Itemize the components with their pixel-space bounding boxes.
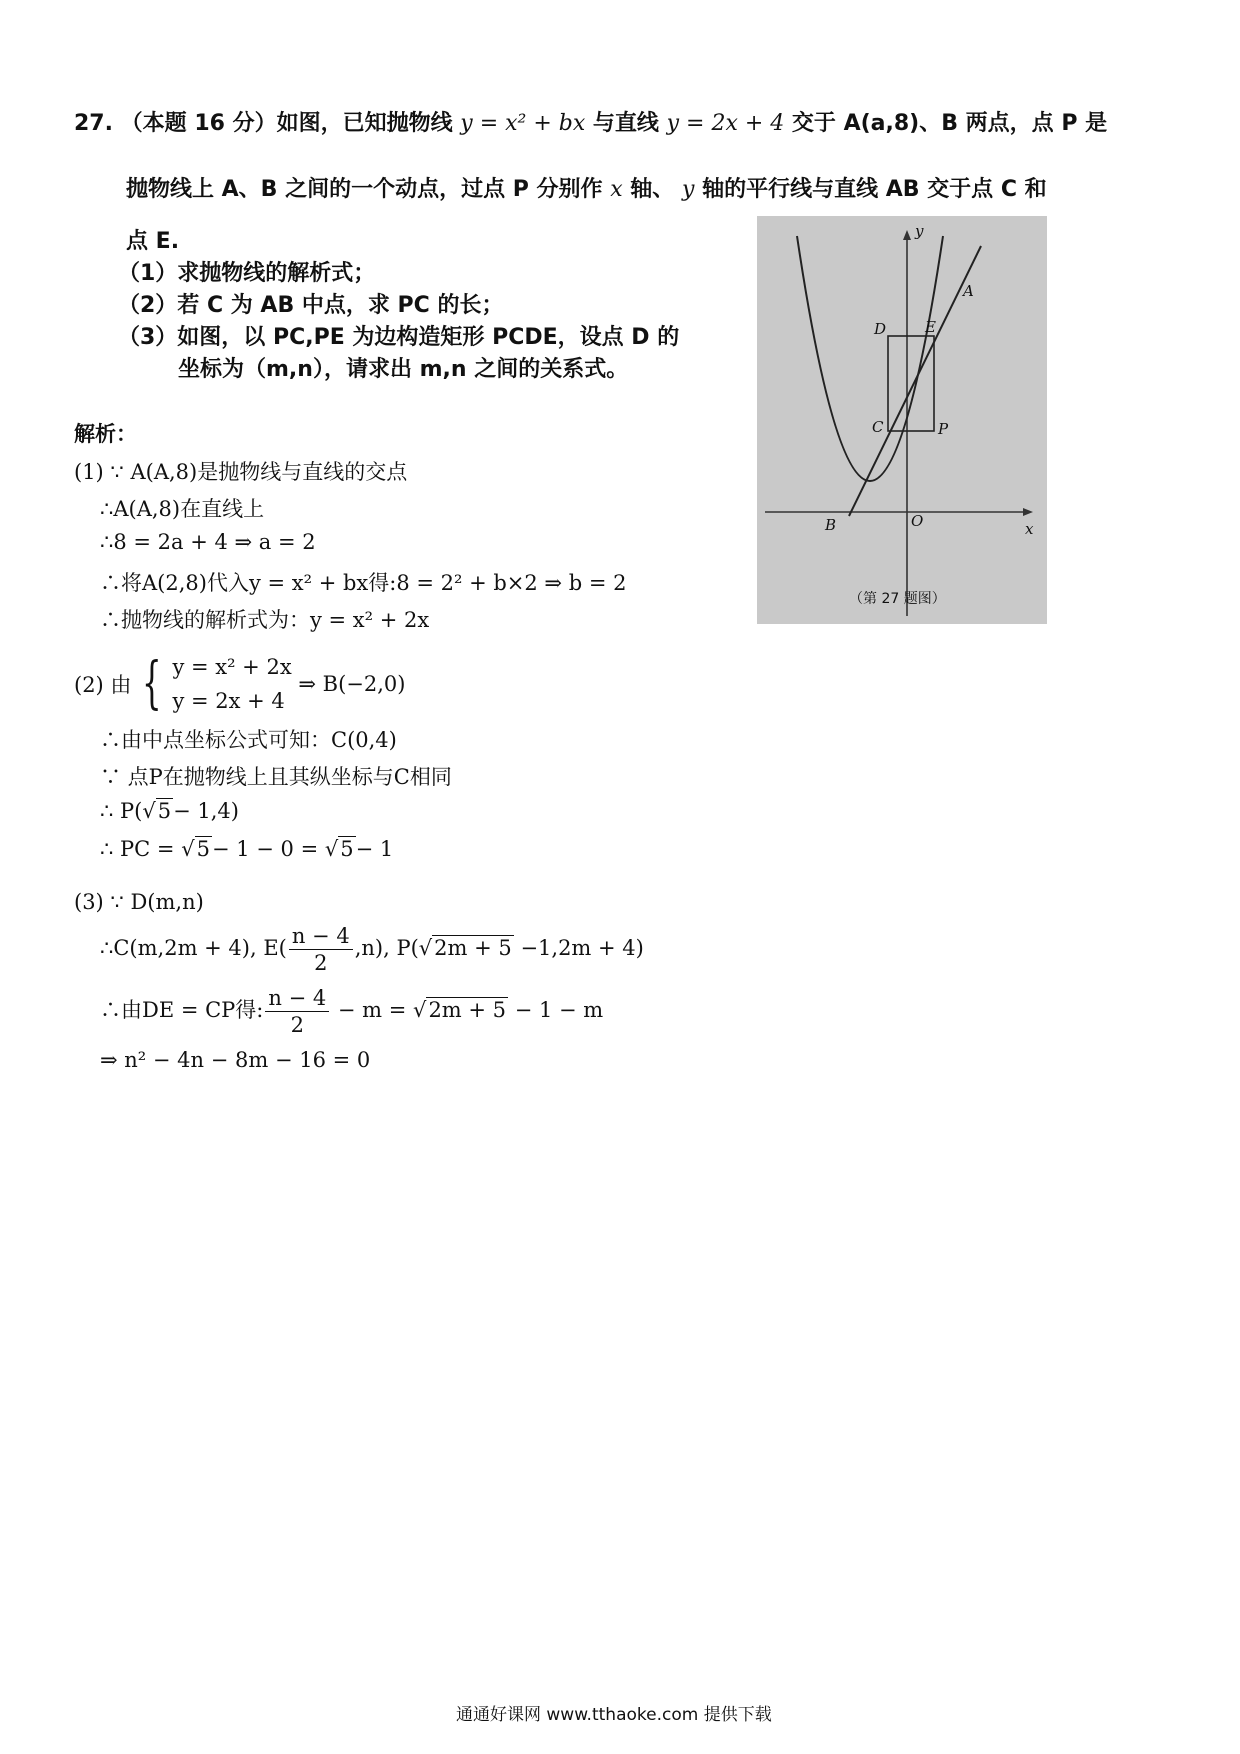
x-variable: x (610, 177, 623, 202)
problem-text: 轴、 (622, 177, 682, 202)
label-C: C (872, 418, 884, 436)
solution-1-line-3: ∴8 = 2a + 4 ⇒ a = 2 (100, 530, 316, 554)
solution-1-line-4: ∴将A(2,8)代入y = x² + bx得:8 = 2² + b×2 ⇒ b = 2 (100, 571, 627, 595)
formula-text: − 1 (355, 837, 394, 861)
label-P: P (938, 420, 949, 438)
sqrt-sign: √ (418, 936, 433, 960)
problem-line-1 (74, 106, 1107, 137)
fraction-numerator: n − 4 (265, 985, 329, 1012)
solution-2-line-5 (100, 837, 393, 861)
sqrt-radicand: 2m + 5 (428, 998, 507, 1022)
solution-3-line-1: (3) ∵ D(m,n) (74, 890, 204, 914)
parabola-equation: y = x² + bx (460, 111, 586, 136)
formula-text: − 1,4) (173, 799, 239, 823)
equation-system (172, 650, 291, 718)
problem-text: 抛物线上 A、B 之间的一个动点，过点 P 分别作 (126, 177, 611, 202)
sqrt-sign: √ (142, 799, 156, 823)
question-3-line-1: （3）如图，以 PC,PE 为边构造矩形 PCDE，设点 D 的 (118, 325, 680, 350)
sqrt-radicand: 5 (157, 799, 172, 823)
formula-text: − m = (331, 998, 414, 1022)
formula-text: − 1 − m (508, 998, 604, 1022)
label-O: O (911, 512, 924, 530)
page-footer: 通通好课网 www.tthaoke.com 提供下载 (456, 1705, 772, 1725)
sqrt-radicand: 2m + 5 (434, 936, 512, 960)
solution-2-line-2: ∴由中点坐标公式可知：C(0,4) (100, 728, 397, 752)
line-equation: y = 2x + 4 (666, 111, 785, 136)
question-2: （2）若 C 为 AB 中点，求 PC 的长； (118, 293, 504, 318)
solution-2-system (74, 650, 405, 718)
system-equation-2: y = 2x + 4 (172, 689, 285, 713)
fraction (289, 923, 353, 976)
solution-2-line-4 (100, 799, 239, 823)
fraction (265, 985, 329, 1038)
solution-1-line-1: (1) ∵ A(A,8)是抛物线与直线的交点 (74, 460, 408, 484)
fraction-denominator: 2 (290, 1013, 304, 1037)
fraction-denominator: 2 (314, 951, 328, 975)
system-prefix: (2) 由 (74, 673, 132, 697)
problem-figure (757, 216, 1047, 624)
solution-3-line-2 (100, 922, 644, 976)
solution-heading: 解析： (74, 422, 137, 446)
problem-text: 如图，已知抛物线 (276, 111, 461, 136)
formula-text: −1,2m + 4) (513, 936, 644, 960)
label-D: D (874, 320, 887, 338)
system-equation-1: y = x² + 2x (172, 655, 292, 679)
solution-3-line-4: ⇒ n² − 4n − 8m − 16 = 0 (100, 1048, 371, 1072)
question-3-line-2: 坐标为（m,n），请求出 m,n 之间的关系式。 (178, 357, 629, 382)
fraction-numerator: n − 4 (289, 923, 353, 950)
label-A: A (963, 282, 974, 300)
sqrt-sign: √ (181, 837, 195, 861)
formula-text: ∴C(m,2m + 4), E( (100, 936, 287, 960)
rectangle-PCDE (888, 336, 934, 431)
line-AB (849, 246, 981, 516)
solution-2-line-3: ∵ 点P在抛物线上且其纵坐标与C相同 (100, 765, 452, 789)
problem-line-2 (126, 172, 1047, 203)
label-x: x (1025, 520, 1034, 538)
formula-text: ∴ P( (100, 799, 143, 823)
formula-text: ,n), P( (354, 936, 419, 960)
problem-line-3: 点 E. (126, 229, 180, 254)
y-axis-arrow (903, 230, 911, 240)
figure-graph (757, 216, 1047, 624)
sqrt-radicand: 5 (340, 837, 354, 861)
label-B: B (825, 516, 837, 534)
system-result: ⇒ B(−2,0) (298, 672, 406, 696)
label-y: y (915, 222, 924, 240)
formula-text: − 1 − 0 = (211, 837, 325, 861)
formula-text: ∴由DE = CP得: (100, 998, 264, 1022)
solution-1-line-2: ∴A(A,8)在直线上 (100, 497, 265, 521)
problem-text: 轴的平行线与直线 AB 交于点 C 和 (694, 177, 1047, 202)
sqrt-sign: √ (413, 998, 427, 1022)
problem-text: 与直线 (585, 111, 667, 136)
sqrt-radicand: 5 (196, 837, 210, 861)
figure-caption: （第 27 题图） (849, 591, 946, 607)
label-E: E (925, 318, 936, 336)
formula-text: ∴ PC = (100, 837, 182, 861)
brace: { (142, 651, 162, 716)
sqrt-sign: √ (324, 837, 339, 861)
solution-1-line-5: ∴抛物线的解析式为：y = x² + 2x (100, 608, 430, 632)
x-axis-arrow (1023, 508, 1033, 516)
problem-number: 27. (74, 111, 113, 136)
solution-3-line-3 (100, 984, 603, 1038)
y-variable: y (681, 177, 695, 202)
problem-text: 交于 A(a,8)、B 两点，点 P 是 (784, 111, 1108, 136)
parabola-curve (797, 236, 943, 481)
question-1: （1）求抛物线的解析式； (118, 261, 376, 286)
problem-points: （本题 16 分） (120, 111, 277, 136)
